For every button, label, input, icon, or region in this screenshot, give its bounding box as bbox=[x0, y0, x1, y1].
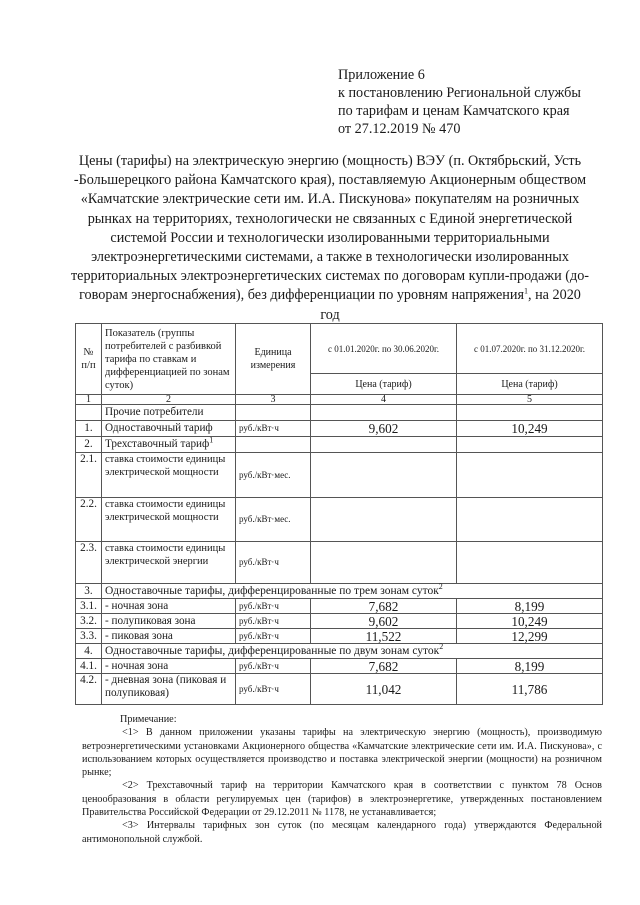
row-unit: руб./кВт·мес. bbox=[236, 498, 311, 542]
group-label: Прочие потребители bbox=[102, 405, 236, 421]
title-suffix: , на 2020 год bbox=[320, 287, 581, 323]
table-row bbox=[76, 542, 603, 584]
row-number: 4.1. bbox=[76, 659, 102, 674]
row-price-h1: 7,682 bbox=[311, 599, 457, 614]
table-row bbox=[76, 599, 603, 614]
appendix-resolution: к постановлению Региональной службы bbox=[338, 85, 581, 101]
row-price-h1: 9,602 bbox=[311, 421, 457, 437]
footnote-mark: 1 bbox=[209, 435, 214, 445]
row-number: 3.3. bbox=[76, 629, 102, 644]
header-number: № п/п bbox=[76, 324, 102, 395]
row-name: - полупиковая зона bbox=[102, 614, 236, 629]
row-unit bbox=[236, 437, 311, 453]
row-price-h2: 12,299 bbox=[457, 629, 603, 644]
row-price-h2 bbox=[457, 542, 603, 584]
row-price-h2: 10,249 bbox=[457, 421, 603, 437]
row-number: 2.2. bbox=[76, 498, 102, 542]
row-price-h2: 8,199 bbox=[457, 659, 603, 674]
row-number: 3. bbox=[76, 584, 102, 599]
table-row bbox=[76, 437, 603, 453]
col-number: 4 bbox=[311, 395, 457, 405]
table-row bbox=[76, 659, 603, 674]
row-price-h2: 8,199 bbox=[457, 599, 603, 614]
table-row bbox=[76, 453, 603, 498]
row-name: - ночная зона bbox=[102, 659, 236, 674]
header-price-2: Цена (тариф) bbox=[457, 374, 603, 395]
title-text: Цены (тарифы) на электрическую энергию (мощность) ВЭУ (п. Октябрьский, Усть -Большерецкого района Камчатского края), поставляемую Акционерным обществом «Камчатские электрические сети им. И.А. Пискунова» покупателям на розничных рынках на территориях, технологически не связанных с Единой энергетической системой России и технологически изолированными территориальными электроэнергетическими системами, а также в технологически изолированных территориальных электроэнергетических системах по договорам купли-продажи (до-говорам энергоснабжения), без дифференциации по уровням напряжения bbox=[70, 153, 590, 304]
row-unit: руб./кВт·ч bbox=[236, 599, 311, 614]
header-price-1: Цена (тариф) bbox=[311, 374, 457, 395]
row-number: 2. bbox=[76, 437, 102, 453]
row-price-h2 bbox=[457, 453, 603, 498]
col-number: 3 bbox=[236, 395, 311, 405]
row-unit: руб./кВт·ч bbox=[236, 629, 311, 644]
table-row bbox=[76, 498, 603, 542]
row-name: - пиковая зона bbox=[102, 629, 236, 644]
note-2: <2> Трехставочный тариф на территории Камчатского края в соответствии с пунктом 78 Основ ценообразования в области регулируемых цен (тарифов) в электроэнергетике, утвержденных постановлением Правительства Российской Федерации от 29.12.2011 № 1178, не устанавливается; bbox=[82, 780, 602, 819]
row-number: 4. bbox=[76, 644, 102, 659]
title-footnote-mark: 1 bbox=[524, 286, 528, 296]
row-number: 2.3. bbox=[76, 542, 102, 584]
section-row bbox=[76, 584, 603, 599]
row-price-h2: 11,786 bbox=[457, 674, 603, 705]
row-price-h1 bbox=[311, 498, 457, 542]
appendix-number: Приложение 6 bbox=[338, 67, 425, 83]
header-period-2: с 01.07.2020г. по 31.12.2020г. bbox=[457, 324, 603, 374]
header-indicator: Показатель (группы потребителей с разбивкой тарифа по ставкам и дифференциацией по зонам суток) bbox=[102, 324, 236, 395]
row-name: ставка стоимости единицы электрической мощности bbox=[102, 453, 236, 498]
column-numbers-row bbox=[76, 395, 603, 405]
notes-section bbox=[82, 713, 602, 846]
note-1: <1> В данном приложении указаны тарифы на электрическую энергию (мощность), производимую ветроэнергетическими установками Акционерного общества «Камчатские электрические сети им. И.А. Пискунова», с использованием которых осуществляется производство и поставка электрической энергии (мощности) на розничном рынке; bbox=[82, 727, 602, 779]
header-period-1: с 01.01.2020г. по 30.06.2020г. bbox=[311, 324, 457, 374]
row-price-h1: 7,682 bbox=[311, 659, 457, 674]
col-number: 5 bbox=[457, 395, 603, 405]
row-name: ставка стоимости единицы электрической мощности bbox=[102, 498, 236, 542]
row-unit: руб./кВт·ч bbox=[236, 421, 311, 437]
row-unit: руб./кВт·ч bbox=[236, 614, 311, 629]
table-row bbox=[76, 421, 603, 437]
footnote-mark: 2 bbox=[439, 641, 444, 651]
row-name: - дневная зона (пиковая и полупиковая) bbox=[102, 674, 236, 705]
row-number: 3.2. bbox=[76, 614, 102, 629]
row-price-h1: 9,602 bbox=[311, 614, 457, 629]
appendix-block bbox=[338, 66, 581, 138]
row-unit: руб./кВт·мес. bbox=[236, 453, 311, 498]
table-row bbox=[76, 674, 603, 705]
notes-heading: Примечание: bbox=[120, 714, 177, 725]
appendix-authority: по тарифам и ценам Камчатского края bbox=[338, 103, 570, 119]
row-name: - ночная зона bbox=[102, 599, 236, 614]
row-number: 4.2. bbox=[76, 674, 102, 705]
row-price-h1 bbox=[311, 542, 457, 584]
header-unit: Единица измерения bbox=[236, 324, 311, 395]
row-name: Трехставочный тариф$^1$ bbox=[102, 437, 236, 453]
row-price-h2 bbox=[457, 498, 603, 542]
row-price-h1 bbox=[311, 437, 457, 453]
row-unit: руб./кВт·ч bbox=[236, 542, 311, 584]
document-title bbox=[70, 152, 590, 325]
row-unit: руб./кВт·ч bbox=[236, 674, 311, 705]
section-label: Одноставочные тарифы, дифференцированные по двум зонам суток$^2$ bbox=[102, 644, 603, 659]
row-price-h1: 11,522 bbox=[311, 629, 457, 644]
row-number: 3.1. bbox=[76, 599, 102, 614]
row-unit: руб./кВт·ч bbox=[236, 659, 311, 674]
row-price-h2 bbox=[457, 437, 603, 453]
col-number: 1 bbox=[76, 395, 102, 405]
row-price-h1: 11,042 bbox=[311, 674, 457, 705]
col-number: 2 bbox=[102, 395, 236, 405]
row-number: 2.1. bbox=[76, 453, 102, 498]
row-price-h1 bbox=[311, 453, 457, 498]
section-label: Одноставочные тарифы, дифференцированные по трем зонам суток$^2$ bbox=[102, 584, 603, 599]
tariff-table bbox=[75, 323, 603, 705]
row-price-h2: 10,249 bbox=[457, 614, 603, 629]
note-3: <3> Интервалы тарифных зон суток (по месяцам календарного года) утверждаются Федеральной антимонопольной службой. bbox=[82, 820, 602, 845]
section-row bbox=[76, 644, 603, 659]
table-row bbox=[76, 614, 603, 629]
group-row bbox=[76, 405, 603, 421]
appendix-date: от 27.12.2019 № 470 bbox=[338, 121, 461, 137]
table-header-row bbox=[76, 324, 603, 374]
table-row bbox=[76, 629, 603, 644]
row-name: ставка стоимости единицы электрической энергии bbox=[102, 542, 236, 584]
row-name: Одноставочный тариф bbox=[102, 421, 236, 437]
footnote-mark: 2 bbox=[438, 581, 443, 591]
row-number: 1. bbox=[76, 421, 102, 437]
